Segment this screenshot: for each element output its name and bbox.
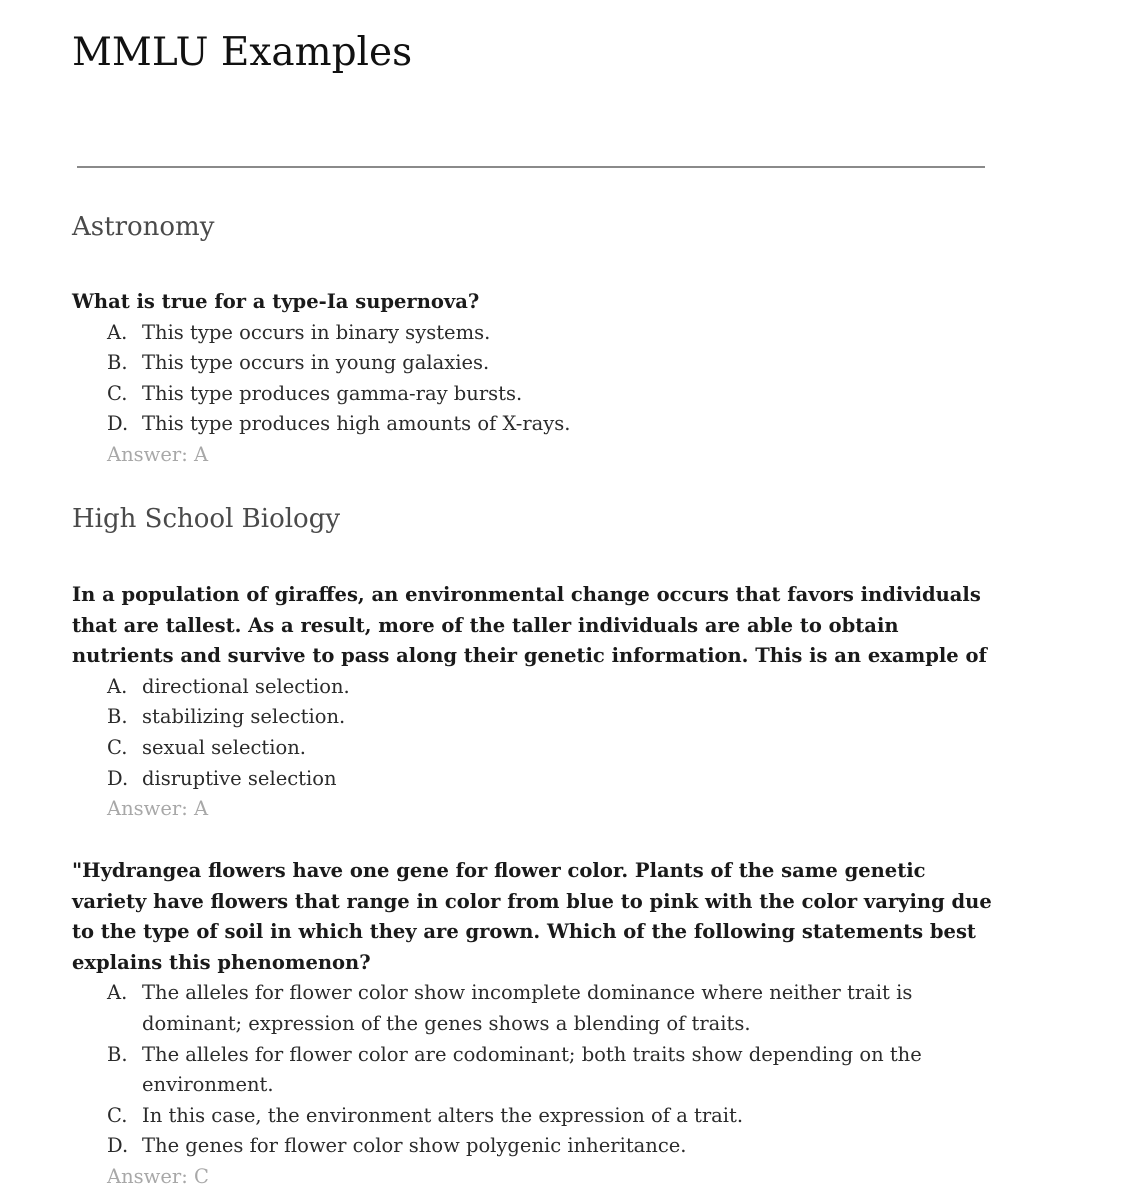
- section-title-astronomy: Astronomy: [72, 212, 215, 242]
- option-letter: C.: [107, 381, 128, 405]
- option-a: [72, 978, 992, 1039]
- option-text: sexual selection.: [142, 735, 306, 759]
- option-letter: D.: [107, 766, 129, 790]
- option-text: stabilizing selection.: [142, 705, 346, 729]
- option-a: [72, 318, 992, 349]
- option-d: [72, 764, 992, 795]
- section-title-high-school-biology: High School Biology: [72, 504, 341, 534]
- option-letter: A.: [107, 981, 128, 1005]
- option-text: This type occurs in young galaxies.: [142, 351, 490, 375]
- question-text: "Hydrangea flowers have one gene for flower color. Plants of the same genetic variety have flowers that range in color from blue to pink with the color varying due to the type of soil in which they are grown. Which of the following statements best explains this phenomenon?: [72, 859, 992, 974]
- option-text: This type produces high amounts of X-rays.: [142, 412, 571, 436]
- option-text: disruptive selection: [142, 766, 337, 790]
- question-text: In a population of giraffes, an environmental change occurs that favors individuals that are tallest. As a result, more of the taller individuals are able to obtain nutrients and survive to pass along their genetic information. This is an example of: [72, 583, 987, 668]
- answer-key: Answer: C: [107, 1164, 209, 1188]
- answer-options: [72, 672, 992, 794]
- option-b: [72, 348, 992, 379]
- option-text: directional selection.: [142, 674, 350, 698]
- answer-key: Answer: A: [107, 442, 209, 466]
- option-c: [72, 379, 992, 410]
- option-text: The genes for flower color show polygenic inheritance.: [142, 1134, 687, 1158]
- option-d: [72, 1131, 992, 1162]
- answer-options: [72, 318, 992, 440]
- option-letter: D.: [107, 412, 129, 436]
- option-letter: A.: [107, 320, 128, 344]
- option-text: The alleles for flower color show incomplete dominance where neither trait is dominant; expression of the genes shows a blending of traits.: [142, 981, 913, 1035]
- page-title: MMLU Examples: [72, 30, 413, 75]
- horizontal-divider: [77, 166, 985, 168]
- question-block: [72, 287, 992, 471]
- option-text: The alleles for flower color are codominant; both traits show depending on the environment.: [142, 1042, 922, 1097]
- answer-key: Answer: A: [107, 797, 209, 821]
- option-a: [72, 672, 992, 703]
- option-text: This type produces gamma-ray bursts.: [142, 381, 523, 405]
- option-letter: B.: [107, 1042, 128, 1066]
- question-block: [72, 580, 992, 825]
- answer-options: [72, 978, 992, 1162]
- option-letter: C.: [107, 735, 128, 759]
- option-c: [72, 733, 992, 764]
- option-b: [72, 1040, 992, 1101]
- option-letter: D.: [107, 1134, 129, 1158]
- option-letter: A.: [107, 674, 128, 698]
- option-letter: B.: [107, 351, 128, 375]
- option-b: [72, 702, 992, 733]
- option-letter: C.: [107, 1103, 128, 1127]
- question-text: What is true for a type-Ia supernova?: [72, 290, 480, 313]
- option-d: [72, 409, 992, 440]
- option-letter: B.: [107, 705, 128, 729]
- option-text: This type occurs in binary systems.: [142, 320, 491, 344]
- option-c: [72, 1101, 992, 1132]
- option-text: In this case, the environment alters the expression of a trait.: [142, 1103, 744, 1127]
- question-block: [72, 856, 992, 1193]
